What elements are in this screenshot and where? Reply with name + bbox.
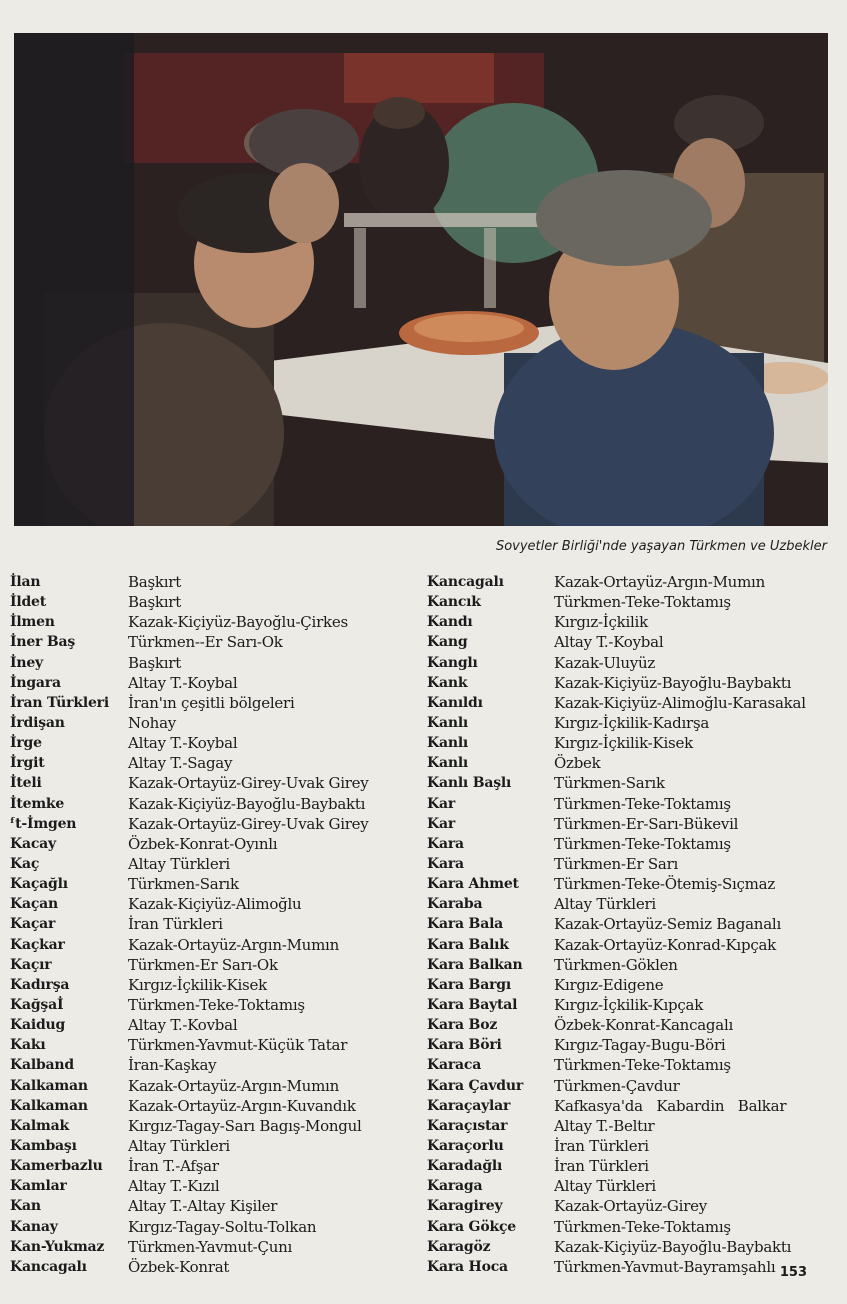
tribe-origin: Kazak-Uluyüz (554, 653, 656, 672)
tribe-origin: Altay Türkleri (554, 1177, 656, 1196)
tribe-name: Kara Çavdur (427, 1077, 524, 1094)
tribe-name: Karaca (427, 1057, 482, 1074)
tribe-origin: Türkmen-Teke-Toktamış (554, 593, 731, 612)
list-item (10, 673, 422, 693)
tribe-name: Kalkaman (10, 1097, 88, 1114)
list-item (427, 653, 847, 673)
tribe-name: Karagirey (427, 1198, 503, 1215)
tribe-name: Kara Balkan (427, 956, 523, 973)
list-item (427, 673, 847, 693)
tribe-name: Kaçan (10, 896, 59, 913)
tribe-name: Kanıldı (427, 694, 483, 711)
list-item (427, 1176, 847, 1196)
tribe-origin: Kazak-Kiçiyüz-Bayoğlu-Baybaktı (128, 794, 366, 813)
tribe-origin: İran Türkleri (128, 915, 223, 934)
list-item (10, 814, 422, 834)
list-item (427, 975, 847, 995)
tribe-origin: Türkmen-Teke-Toktamış (554, 834, 731, 853)
tribe-origin: Kazak-Ortayüz-Argın-Kuvandık (128, 1096, 356, 1115)
tribe-origin: Kazak-Ortayüz-Girey-Uvak Girey (128, 774, 369, 793)
tribe-name: Karadağlı (427, 1158, 503, 1175)
tribe-name: Kancagalı (427, 574, 504, 590)
tribe-name: Kanglı (427, 654, 478, 671)
list-item (10, 632, 422, 652)
tribe-name: Kank (427, 674, 468, 691)
tribe-name: Karaçaylar (427, 1097, 511, 1114)
tribe-name: Kacay (10, 835, 56, 852)
list-item (427, 1237, 847, 1257)
tribe-origin: Kazak-Ortayüz-Semiz Baganalı (554, 915, 781, 934)
tribe-origin: Türkmen-Yavmut-Küçük Tatar (128, 1036, 348, 1055)
tribe-origin: İran T.-Afşar (128, 1157, 219, 1176)
tribe-name: Kalmak (10, 1117, 69, 1134)
tribe-name: Kaç (10, 855, 40, 872)
tribe-origin: Kırgız-Tagay-Sarı Bagış-Mongul (128, 1116, 362, 1135)
tribe-name: Kara Bala (427, 916, 504, 933)
list-item (427, 1096, 847, 1116)
list-item (10, 733, 422, 753)
tribe-name: ᶠt-İmgen (10, 815, 77, 832)
tribe-name: Karaçorlu (427, 1137, 504, 1154)
tribe-name: Kamerbazlu (10, 1158, 103, 1175)
tribe-origin: Kırgız-İçkilik-Kadırşa (554, 713, 710, 732)
tribe-name: İrge (10, 735, 42, 752)
tribe-origin: Türkmen-Göklen (554, 955, 678, 974)
tribe-origin: Özbek-Konrat (128, 1257, 230, 1276)
list-item (10, 592, 422, 612)
tribe-origin: İran Türkleri (554, 1157, 649, 1176)
tribe-origin: Kafkasya'da Kabardin Balkar (554, 1096, 787, 1115)
list-item (10, 572, 422, 592)
list-item (10, 1217, 422, 1237)
list-item (10, 995, 422, 1015)
tribe-origin: Kırgız-Tagay-Soltu-Tolkan (128, 1217, 317, 1236)
tribe-origin: Altay T.-Koybal (554, 633, 664, 652)
tribe-name: Kanay (10, 1218, 58, 1235)
list-item (427, 995, 847, 1015)
tribe-name: Karaçıstar (427, 1117, 508, 1134)
tribe-name: Kadırşa (10, 976, 70, 993)
tribe-origin: Altay T.-Kovbal (128, 1016, 238, 1035)
tribe-name: Kandı (427, 614, 473, 631)
tribe-name: Kamlar (10, 1178, 67, 1195)
tribe-name: Kancık (427, 594, 481, 611)
tribe-origin: Nohay (128, 713, 176, 732)
tribe-origin: Altay T.-Beltır (554, 1116, 655, 1135)
photo-turkmen-uzbek-people (14, 33, 828, 526)
tribe-origin: Türkmen-Yavmut-Bayramşahlı (554, 1257, 776, 1276)
tribe-origin: Kazak-Kiçiyüz-Alimoğlu-Karasakal (554, 693, 806, 712)
list-item (427, 1196, 847, 1216)
tribe-origin: Altay T.-Koybal (128, 673, 238, 692)
tribe-name: Kar (427, 795, 456, 812)
list-item (10, 834, 422, 854)
tribe-name: İldet (10, 594, 47, 611)
tribe-origin: İran Türkleri (554, 1136, 649, 1155)
list-item (10, 975, 422, 995)
tribe-origin: Kırgız-İçkilik (554, 613, 648, 632)
list-item (427, 854, 847, 874)
tribe-origin: Altay T.-Kızıl (128, 1177, 220, 1196)
tribe-origin: Türkmen-Er Sarı-Ok (128, 955, 278, 974)
tribe-name: Kara Ahmet (427, 876, 519, 893)
tribe-origin: Türkmen--Er Sarı-Ok (128, 633, 283, 652)
list-item (427, 935, 847, 955)
tribe-name: İner Baş (10, 634, 76, 651)
tribe-origin: Özbek-Konrat-Oyınlı (128, 834, 278, 853)
tribe-name: Kara Gökçe (427, 1218, 516, 1235)
tribe-origin: Türkmen-Teke-Toktamış (554, 1217, 731, 1236)
tribe-name: Kan (10, 1198, 41, 1215)
list-item (10, 1015, 422, 1035)
list-item (427, 1035, 847, 1055)
photo-caption: Sovyetler Birliği'nde yaşayan Türkmen ve Uzbekler (495, 539, 827, 554)
tribe-origin: Türkmen-Çavdur (554, 1076, 680, 1095)
tribe-name: İran Türkleri (10, 694, 109, 711)
tribe-origin: Altay T.-Koybal (128, 734, 238, 753)
list-item (10, 914, 422, 934)
list-item (10, 854, 422, 874)
tribe-name: Kanlı (427, 714, 469, 731)
list-item (427, 612, 847, 632)
tribe-name: Kaçkar (10, 936, 65, 953)
tribe-origin: Özbek (554, 754, 601, 773)
tribe-origin: Türkmen-Teke-Toktamış (554, 794, 731, 813)
tribe-name: İteli (10, 775, 42, 792)
tribe-name: Karagöz (427, 1238, 491, 1255)
tribe-name: İrdişan (10, 714, 65, 731)
list-item (427, 1217, 847, 1237)
list-item (10, 1096, 422, 1116)
list-item (10, 935, 422, 955)
tribe-origin: Başkırt (128, 593, 181, 612)
tribe-origin: Türkmen-Teke-Toktamış (554, 1056, 731, 1075)
tribe-origin: Kazak-Ortayüz-Argın-Mumın (554, 573, 766, 591)
tribe-name: Kanlı (427, 755, 469, 772)
tribe-name: Kara Baytal (427, 996, 518, 1013)
tribe-name: İlmen (10, 614, 55, 631)
list-item (427, 794, 847, 814)
tribe-name: İney (10, 654, 43, 671)
list-item (10, 1136, 422, 1156)
tribe-origin: Kazak-Ortayüz-Argın-Mumın (128, 935, 340, 954)
tribe-origin: Türkmen-Teke-Ötemiş-Sıçmaz (554, 875, 776, 894)
list-item (10, 1237, 422, 1257)
tribe-origin: İran'ın çeşitli bölgeleri (128, 693, 295, 712)
list-item (427, 572, 847, 592)
tribe-origin: Türkmen-Er-Sarı-Bükevil (554, 814, 739, 833)
tribe-name: İtemke (10, 795, 65, 812)
list-item (427, 914, 847, 934)
tribe-name: Kanlı (427, 735, 469, 752)
tribe-name: Kaçır (10, 956, 52, 973)
tribe-name: Kambaşı (10, 1137, 77, 1154)
tribe-name: İngara (10, 674, 61, 691)
list-item (10, 794, 422, 814)
list-item (427, 1156, 847, 1176)
tribe-origin: Türkmen-Er Sarı (554, 854, 679, 873)
list-item (10, 1116, 422, 1136)
tribe-origin: Kırgız-Tagay-Bugu-Böri (554, 1036, 726, 1055)
list-item (427, 1076, 847, 1096)
tribe-name: Kara Böri (427, 1037, 502, 1054)
tribe-origin: Özbek-Konrat-Kancagalı (554, 1016, 734, 1035)
tribe-origin: Altay Türkleri (128, 1136, 230, 1155)
tribe-origin: Türkmen-Teke-Toktamış (128, 995, 305, 1014)
list-item (10, 894, 422, 914)
tribe-name: Kara Boz (427, 1017, 498, 1034)
list-item (427, 1055, 847, 1075)
tribe-name: Kar (427, 815, 456, 832)
tribe-name: Kaçar (10, 916, 56, 933)
tribe-origin: Kazak-Ortayüz-Konrad-Kıpçak (554, 935, 776, 954)
tribe-origin: Kazak-Kiçiyüz-Bayoğlu-Baybaktı (554, 1237, 792, 1256)
list-item (10, 1076, 422, 1096)
tribe-name: İlan (10, 574, 41, 590)
list-item (427, 1116, 847, 1136)
list-item (10, 653, 422, 673)
tribe-name: Kaidug (10, 1017, 66, 1034)
list-item (10, 955, 422, 975)
tribe-origin: Kırgız-Edigene (554, 975, 664, 994)
tribe-name: Kaçağlı (10, 876, 68, 893)
list-item (427, 713, 847, 733)
list-item (427, 693, 847, 713)
tribe-name: Karaga (427, 1178, 483, 1195)
list-item (427, 1136, 847, 1156)
list-item (10, 1055, 422, 1075)
list-item (427, 753, 847, 773)
list-item (427, 1015, 847, 1035)
tribe-origin: Kazak-Kiçiyüz-Bayoğlu-Çirkes (128, 613, 348, 632)
list-item (10, 713, 422, 733)
tribe-name: Kalkaman (10, 1077, 88, 1094)
tribe-name: Kang (427, 634, 468, 651)
list-item (427, 894, 847, 914)
tribe-origin: Altay T.-Sagay (128, 754, 233, 773)
list-item (427, 592, 847, 612)
tribe-origin: Türkmen-Sarık (554, 774, 665, 793)
tribe-origin: Altay Türkleri (128, 854, 230, 873)
tribe-name: Kakı (10, 1037, 46, 1054)
tribe-name: Karaba (427, 896, 483, 913)
list-item (10, 693, 422, 713)
list-item (10, 612, 422, 632)
list-item (10, 1257, 422, 1277)
tribe-name: Kara Balık (427, 936, 509, 953)
list-item (427, 834, 847, 854)
list-item (10, 1196, 422, 1216)
list-item (427, 814, 847, 834)
list-item (427, 955, 847, 975)
page-number: 153 (779, 1265, 807, 1280)
tribe-origin: Kazak-Kiçiyüz-Alimoğlu (128, 895, 302, 914)
left-tribe-list (10, 572, 422, 1277)
list-item (10, 1035, 422, 1055)
list-item (427, 874, 847, 894)
list-item (427, 733, 847, 753)
tribe-origin: Türkmen-Sarık (128, 875, 239, 894)
list-item (427, 632, 847, 652)
list-item (10, 1176, 422, 1196)
list-item (10, 1156, 422, 1176)
tribe-origin: İran-Kaşkay (128, 1056, 217, 1075)
tribe-name: Kara Hoca (427, 1258, 508, 1275)
tribe-origin: Kırgız-İçkilik-Kıpçak (554, 995, 704, 1014)
tribe-name: Kancagalı (10, 1258, 87, 1275)
tribe-name: Kara Bargı (427, 976, 511, 993)
right-tribe-list (427, 572, 847, 1277)
tribe-name: Kanlı Başlı (427, 775, 512, 792)
tribe-origin: Kırgız-İçkilik-Kisek (128, 975, 267, 994)
tribe-name: Kara (427, 855, 464, 872)
tribe-name: Kağşaİ (10, 996, 64, 1013)
tribe-origin: Kazak-Kiçiyüz-Bayoğlu-Baybaktı (554, 673, 792, 692)
tribe-origin: Altay Türkleri (554, 895, 656, 914)
tribe-origin: Kırgız-İçkilik-Kisek (554, 734, 693, 753)
tribe-origin: Altay T.-Altay Kişiler (128, 1197, 278, 1216)
tribe-name: Kan-Yukmaz (10, 1238, 105, 1255)
tribe-name: Kalband (10, 1057, 74, 1074)
tribe-name: Kara (427, 835, 464, 852)
list-item (10, 753, 422, 773)
photo-illustration (14, 33, 828, 526)
list-item (10, 874, 422, 894)
tribe-origin: Başkırt (128, 573, 181, 591)
tribe-origin: Kazak-Ortayüz-Girey-Uvak Girey (128, 814, 369, 833)
tribe-name: İrgit (10, 755, 45, 772)
tribe-origin: Kazak-Ortayüz-Girey (554, 1197, 707, 1216)
tribe-origin: Türkmen-Yavmut-Çunı (128, 1237, 293, 1256)
tribe-origin: Kazak-Ortayüz-Argın-Mumın (128, 1076, 340, 1095)
list-item (427, 773, 847, 793)
tribe-origin: Başkırt (128, 653, 181, 672)
list-item (10, 773, 422, 793)
